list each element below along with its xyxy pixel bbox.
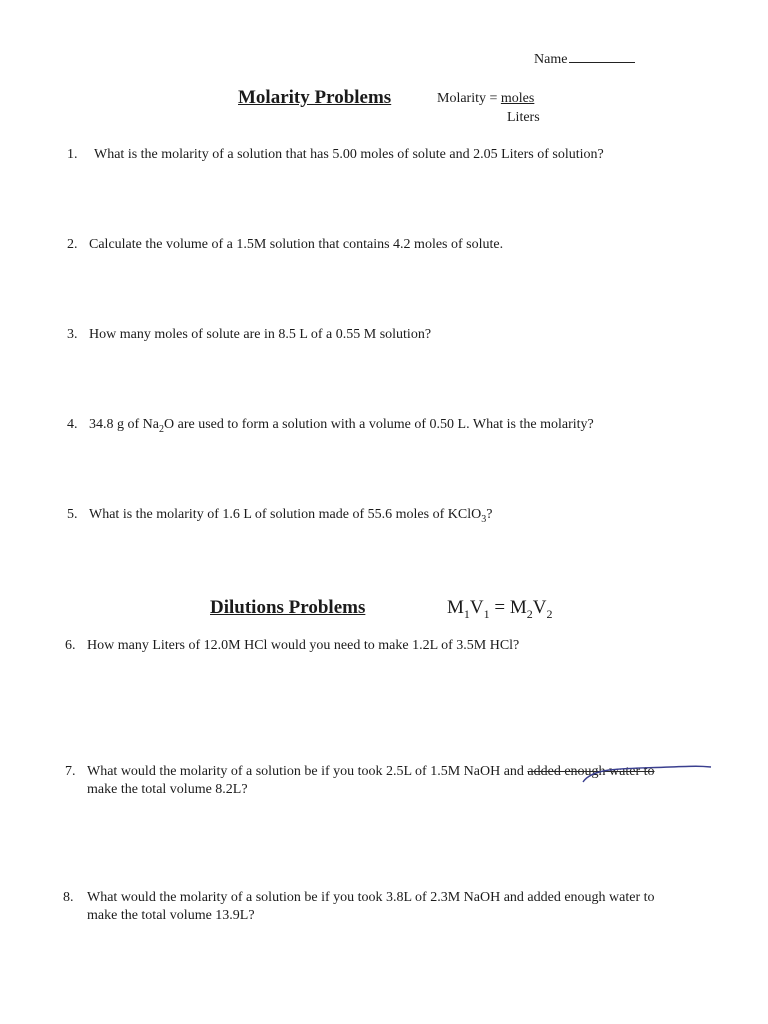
question-text: What is the molarity of a solution that has 5.00 moles of solute and 2.05 Liters of solution? bbox=[94, 147, 604, 162]
question-number: 4. bbox=[67, 417, 78, 432]
question-text: What is the molarity of 1.6 L of solution made of 55.6 moles of KClO$_3$? bbox=[89, 507, 493, 525]
struck-text: added enough water to bbox=[527, 764, 655, 779]
question-text-line-2: make the total volume 13.9L? bbox=[87, 908, 255, 923]
question-number: 5. bbox=[67, 507, 78, 522]
question-number: 3. bbox=[67, 327, 78, 342]
question-text: 34.8 g of $Na_2O$ are used to form a solution with a volume of 0.50 L. What is the molarity? bbox=[89, 417, 594, 435]
name-field bbox=[534, 50, 635, 68]
dilution-formula: $M_1V_1 = M_2V_2$ bbox=[447, 597, 553, 621]
molarity-formula-denominator: Liters bbox=[507, 110, 540, 125]
question-number: 7. bbox=[65, 764, 76, 779]
question-text: How many moles of solute are in 8.5 L of a 0.55 M solution? bbox=[89, 327, 432, 342]
question-text-line-1: What would the molarity of a solution be if you took 2.5L of 1.5M NaOH and added enough water to bbox=[87, 764, 655, 779]
question-text: How many Liters of 12.0M HCl would you need to make 1.2L of 3.5M HCl? bbox=[87, 638, 520, 653]
molarity-formula-lhs: Molarity = bbox=[437, 91, 501, 106]
question-number: 6. bbox=[65, 638, 76, 653]
question-text-line-1: What would the molarity of a solution be if you took 3.8L of 2.3M NaOH and added enough water to bbox=[87, 890, 655, 905]
question-text: Calculate the volume of a 1.5M solution that contains 4.2 moles of solute. bbox=[89, 237, 504, 252]
pen-mark-icon bbox=[575, 758, 715, 788]
name-blank-line bbox=[569, 50, 635, 63]
dilutions-title: Dilutions Problems bbox=[210, 597, 366, 618]
question-text-line-2: make the total volume 8.2L? bbox=[87, 782, 248, 797]
molarity-title: Molarity Problems bbox=[238, 87, 392, 108]
question-number: 2. bbox=[67, 237, 78, 252]
name-label: Name bbox=[534, 52, 568, 67]
molarity-formula bbox=[437, 91, 534, 107]
molarity-formula-numerator: moles bbox=[500, 91, 535, 106]
question-number: 1. bbox=[67, 147, 78, 162]
question-number: 8. bbox=[63, 890, 74, 905]
